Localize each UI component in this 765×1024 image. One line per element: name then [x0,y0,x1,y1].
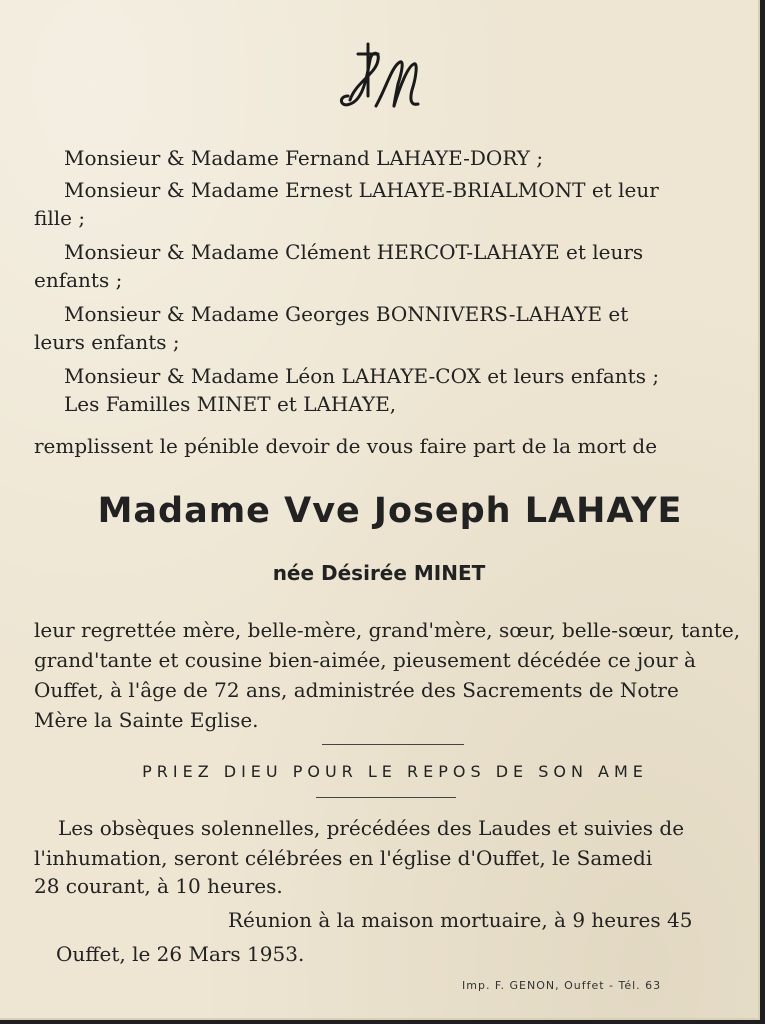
place-date: Ouffet, le 26 Mars 1953. [56,942,305,966]
family-line-3: fille ; [34,206,86,230]
description-line-1: leur regrettée mère, belle-mère, grand'mère, sœur, belle-sœur, tante, [34,618,741,642]
deceased-name: Madame Vve Joseph LAHAYE [97,491,683,531]
cross-monogram-icon [330,38,430,118]
description-line-2: grand'tante et cousine bien-aimée, pieusement décédée ce jour à [34,648,696,672]
family-line-4-text: Monsieur & Madame Clément HERCOT-LAHAYE et leurs [64,240,644,264]
family-line-6-text: Monsieur & Madame Georges BONNIVERS-LAHAYE et [64,302,629,326]
prayer-text: PRIEZ DIEU POUR LE REPOS DE SON AME [142,762,648,781]
family-line-2-text: Monsieur & Madame Ernest LAHAYE-BRIALMONT et leur [64,178,659,202]
divider-bottom [316,797,456,798]
funeral-line-1: Les obsèques solennelles, précédées des Laudes et suivies de [58,816,685,840]
funeral-line-2: l'inhumation, seront célébrées en l'église d'Ouffet, le Samedi [34,846,653,870]
family-line-1: Monsieur & Madame Fernand LAHAYE-DORY ; [64,146,544,170]
description-line-4: Mère la Sainte Eglise. [34,708,259,732]
funeral-line-3: 28 courant, à 10 heures. [34,874,283,898]
divider-top [322,744,464,745]
family-line-7: leurs enfants ; [34,330,180,354]
intro-text: remplissent le pénible devoir de vous faire part de la mort de [34,434,658,458]
family-line-5: enfants ; [34,268,123,292]
printer-credit: Imp. F. GENON, Ouffet - Tél. 63 [462,979,662,992]
description-line-3: Ouffet, à l'âge de 72 ans, administrée des Sacrements de Notre [34,678,679,702]
reunion-text: Réunion à la maison mortuaire, à 9 heures 45 [228,908,693,932]
family-line-6 [64,302,750,326]
family-line-8: Monsieur & Madame Léon LAHAYE-COX et leurs enfants ; [64,364,660,388]
family-line-9: Les Familles MINET et LAHAYE, [64,392,397,416]
maiden-name: née Désirée MINET [272,561,486,585]
family-line-4 [64,240,750,264]
family-line-2 [64,178,750,202]
